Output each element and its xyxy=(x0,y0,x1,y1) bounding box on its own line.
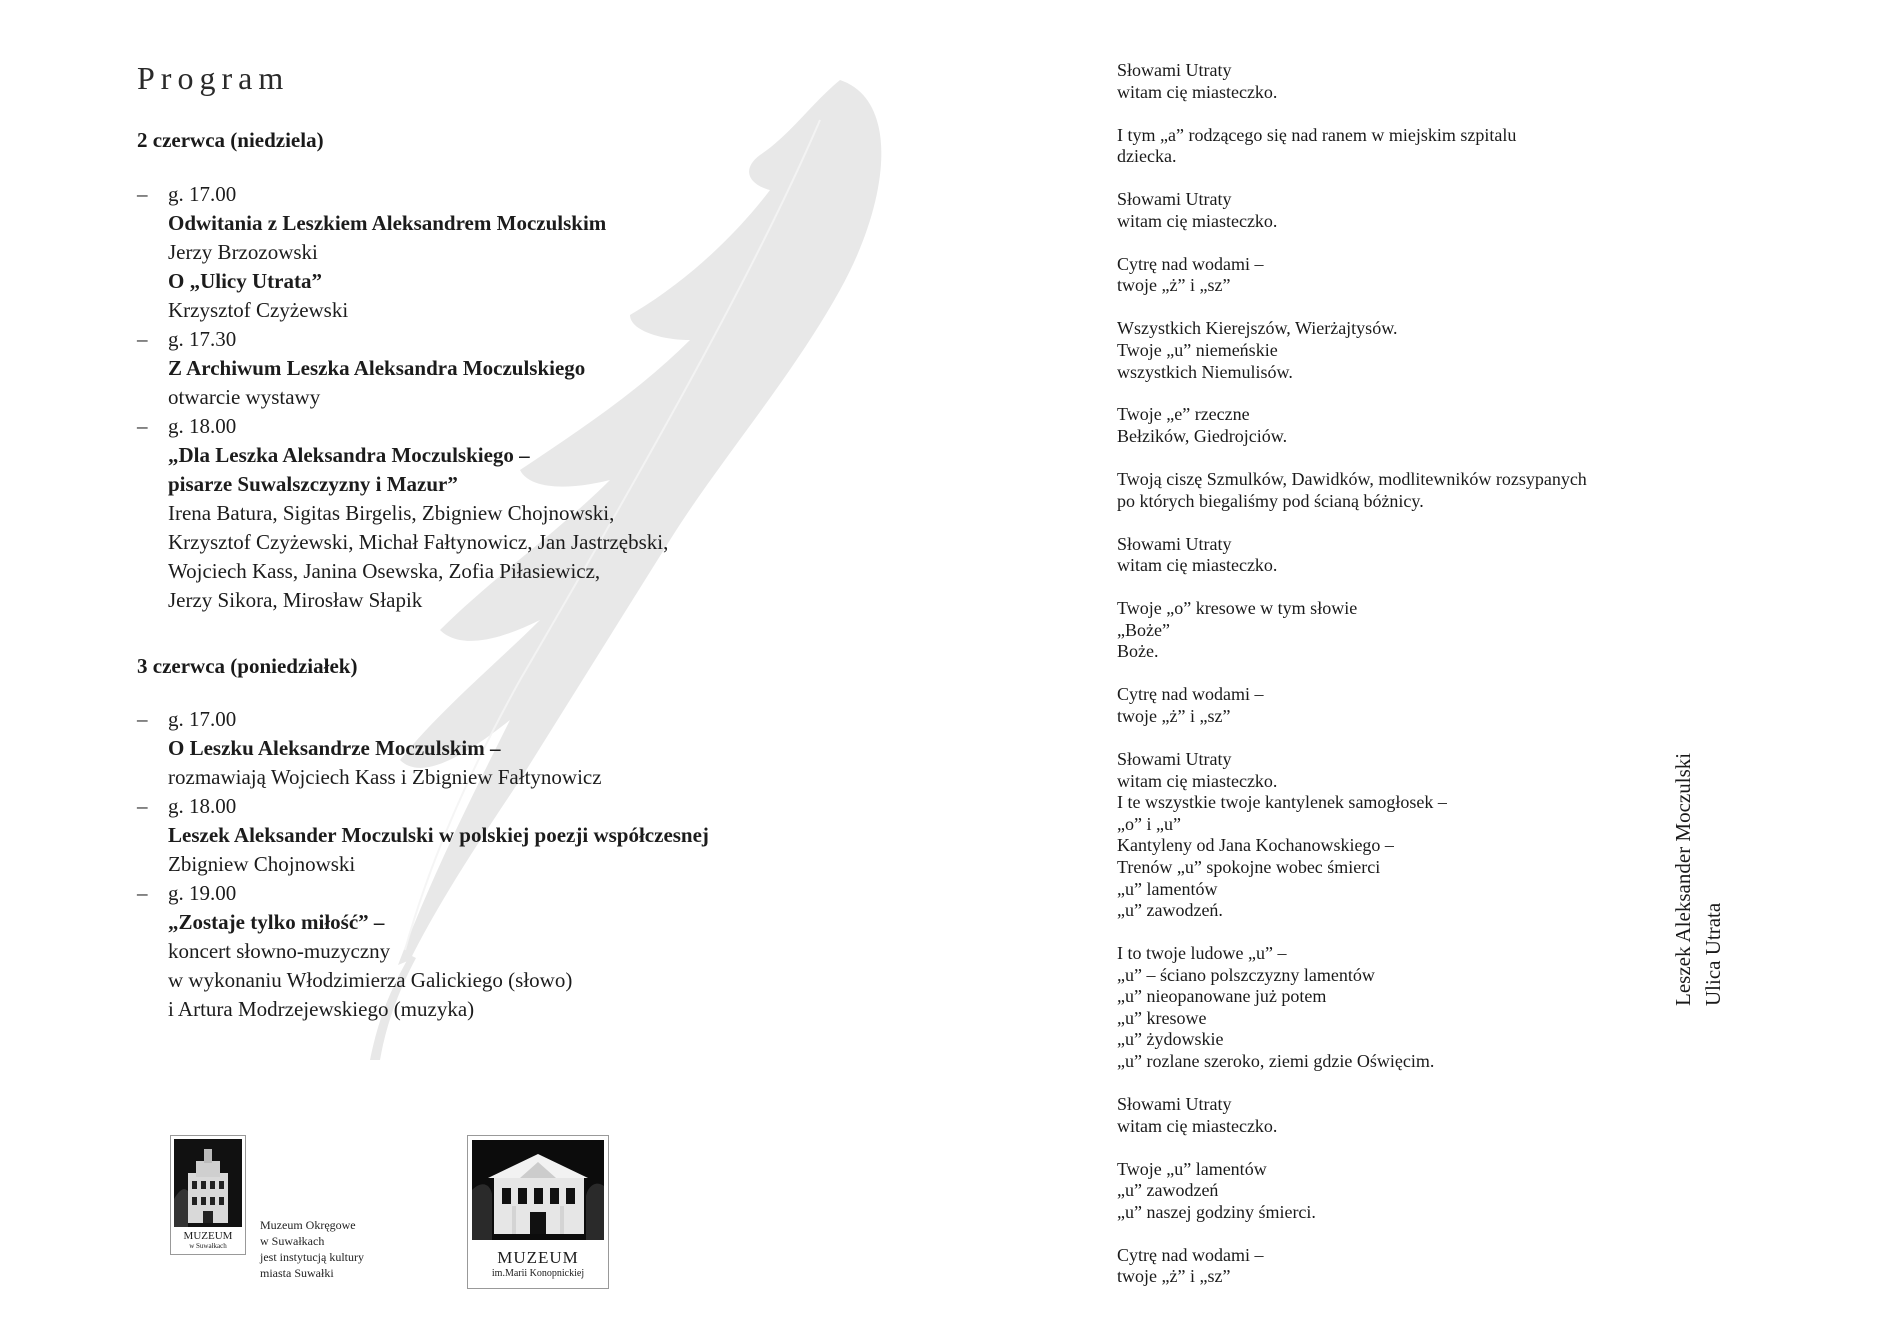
program-event xyxy=(137,412,668,615)
poem-line: twoje „ż” i „sz” xyxy=(1117,705,1231,726)
poem-stanza xyxy=(1117,125,1677,168)
event-time: – g. 18.00 xyxy=(168,794,237,818)
poem-line: Cytrę nad wodami – xyxy=(1117,1244,1264,1265)
poem-line: Słowami Utraty xyxy=(1117,533,1232,554)
logo-suwalki-name: MUZEUM xyxy=(183,1230,233,1242)
poem-credit xyxy=(1668,706,1728,1006)
event-title: O „Ulicy Utrata” xyxy=(168,269,322,293)
logo-konopnicka-name: MUZEUM xyxy=(497,1248,579,1267)
event-title: pisarze Suwalszczyzny i Mazur” xyxy=(168,472,458,496)
poem-line: I to twoje ludowe „u” – xyxy=(1117,943,1287,964)
program-list-day-2 xyxy=(137,705,709,1024)
poem-author: Leszek Aleksander Moczulski xyxy=(1671,752,1695,1006)
logo-suwalki-sub: w Suwałkach xyxy=(189,1242,227,1250)
program-list-day-1 xyxy=(137,180,668,615)
poem-line: „u” – ściano polszczyzny lamentów xyxy=(1117,964,1375,985)
event-detail: otwarcie wystawy xyxy=(168,385,321,409)
museum-building-icon xyxy=(174,1139,242,1227)
poem-stanza xyxy=(1117,254,1677,297)
event-title: O Leszku Aleksandrze Moczulskim – xyxy=(168,736,501,760)
poem-line: dziecka. xyxy=(1117,146,1177,167)
day-title-2: 3 czerwca (poniedziałek) xyxy=(137,654,358,678)
poem-line: Twoje „e” rzeczne xyxy=(1117,404,1250,425)
logo-konopnicka-sub: im.Marii Konopnickiej xyxy=(491,1268,585,1279)
event-title: Odwitania z Leszkiem Aleksandrem Moczulskim xyxy=(168,211,607,235)
poem-line: Twoje „o” kresowe w tym słowie xyxy=(1117,598,1358,619)
program-event xyxy=(137,879,709,1024)
poem-line: Boże. xyxy=(1117,641,1159,662)
poem-line: witam cię miasteczko. xyxy=(1117,210,1278,231)
poem-stanza xyxy=(1117,404,1677,447)
poem-stanza xyxy=(1117,534,1677,577)
event-time: – g. 17.30 xyxy=(168,327,237,351)
poem-stanza xyxy=(1117,1159,1677,1224)
poem-line: Słowami Utraty xyxy=(1117,748,1232,769)
manor-house-icon xyxy=(472,1140,604,1240)
event-title: „Zostaje tylko miłość” – xyxy=(168,910,385,934)
logo-muzeum-suwalki xyxy=(170,1135,370,1295)
event-detail: Krzysztof Czyżewski, Michał Fałtynowicz, Jan Jastrzębski, xyxy=(168,530,669,554)
program-event xyxy=(137,325,668,412)
poem-stanza xyxy=(1117,469,1677,512)
poem-line: twoje „ż” i „sz” xyxy=(1117,275,1231,296)
poem-line: Twoje „u” lamentów xyxy=(1117,1158,1267,1179)
event-detail: Zbigniew Chojnowski xyxy=(168,852,356,876)
event-title: Leszek Aleksander Moczulski w polskiej poezji współczesnej xyxy=(168,823,709,847)
poem-line: twoje „ż” i „sz” xyxy=(1117,1266,1231,1287)
poem-title: Ulica Utrata xyxy=(1701,902,1725,1006)
event-title: Z Archiwum Leszka Aleksandra Moczulskiego xyxy=(168,356,586,380)
event-detail: Jerzy Sikora, Mirosław Słapik xyxy=(168,588,423,612)
poem-stanza xyxy=(1117,189,1677,232)
poem-line: Twoją ciszę Szmulków, Dawidków, modlitewników rozsypanych xyxy=(1117,469,1587,490)
day-title-1: 2 czerwca (niedziela) xyxy=(137,128,324,152)
poem-stanza xyxy=(1117,943,1677,1073)
event-time: – g. 18.00 xyxy=(168,414,237,438)
logo-muzeum-konopnicka xyxy=(467,1135,609,1289)
poem-line: „u” rozlane szeroko, ziemi gdzie Oświęcim. xyxy=(1117,1051,1435,1072)
event-time: – g. 17.00 xyxy=(168,707,237,731)
poem-line: „u” zawodzeń. xyxy=(1117,900,1223,921)
poem-line: witam cię miasteczko. xyxy=(1117,81,1278,102)
poem-line: Kantyleny od Jana Kochanowskiego – xyxy=(1117,835,1394,856)
program-event xyxy=(137,792,709,879)
poem-line: „u” lamentów xyxy=(1117,878,1218,899)
poem-line: Słowami Utraty xyxy=(1117,60,1232,80)
event-detail: Wojciech Kass, Janina Osewska, Zofia Piłasiewicz, xyxy=(168,559,601,583)
logo-suwalki-caption: Muzeum Okręgowe w Suwałkach jest instytucją kultury miasta Suwałki xyxy=(260,1218,364,1280)
poem-stanza xyxy=(1117,684,1677,727)
poem-line: „u” zawodzeń xyxy=(1117,1180,1219,1201)
poem-line: po których biegaliśmy pod ścianą bóżnicy. xyxy=(1117,490,1424,511)
poem-line: „u” nieopanowane już potem xyxy=(1117,986,1327,1007)
poem-line: „Boże” xyxy=(1117,619,1170,640)
event-detail: Irena Batura, Sigitas Birgelis, Zbigniew Chojnowski, xyxy=(168,501,615,525)
poem-line: Słowami Utraty xyxy=(1117,189,1232,210)
poem-line: I te wszystkie twoje kantylenek samogłosek – xyxy=(1117,792,1447,813)
poem-stanza xyxy=(1117,1245,1677,1288)
poem-stanza xyxy=(1117,1094,1677,1137)
poem-line: Bełzików, Giedrojciów. xyxy=(1117,426,1288,447)
poem-line: Cytrę nad wodami – xyxy=(1117,684,1264,705)
poem-line: Twoje „u” niemeńskie xyxy=(1117,339,1278,360)
poem-line: witam cię miasteczko. xyxy=(1117,770,1278,791)
poem-stanza xyxy=(1117,598,1677,663)
event-detail: i Artura Modrzejewskiego (muzyka) xyxy=(168,997,475,1021)
poem-ulica-utrata xyxy=(1117,60,1677,1309)
program-heading: Program xyxy=(137,60,290,96)
poem-line: witam cię miasteczko. xyxy=(1117,555,1278,576)
event-detail: Jerzy Brzozowski xyxy=(168,240,318,264)
program-event xyxy=(137,180,668,325)
event-time: – g. 19.00 xyxy=(168,881,237,905)
event-time: – g. 17.00 xyxy=(168,182,237,206)
poem-line: „u” żydowskie xyxy=(1117,1029,1224,1050)
event-detail: Krzysztof Czyżewski xyxy=(168,298,349,322)
event-title: „Dla Leszka Aleksandra Moczulskiego – xyxy=(168,443,530,467)
poem-line: „u” naszej godziny śmierci. xyxy=(1117,1201,1316,1222)
poem-stanza xyxy=(1117,60,1677,103)
poem-line: Słowami Utraty xyxy=(1117,1094,1232,1115)
poem-line: „o” i „u” xyxy=(1117,813,1181,834)
event-detail: koncert słowno-muzyczny xyxy=(168,939,391,963)
event-detail: rozmawiają Wojciech Kass i Zbigniew Fałtynowicz xyxy=(168,765,602,789)
event-detail: w wykonaniu Włodzimierza Galickiego (słowo) xyxy=(168,968,573,992)
poem-stanza xyxy=(1117,318,1677,383)
poem-line: Cytrę nad wodami – xyxy=(1117,253,1264,274)
poem-line: I tym „a” rodzącego się nad ranem w miejskim szpitalu xyxy=(1117,124,1517,145)
program-event xyxy=(137,705,709,792)
poem-line: wszystkich Niemulisów. xyxy=(1117,361,1293,382)
poem-line: witam cię miasteczko. xyxy=(1117,1115,1278,1136)
poem-line: „u” kresowe xyxy=(1117,1007,1207,1028)
poem-line: Wszystkich Kierejszów, Wierżajtysów. xyxy=(1117,318,1398,339)
poem-line: Trenów „u” spokojne wobec śmierci xyxy=(1117,856,1381,877)
poem-stanza xyxy=(1117,749,1677,922)
